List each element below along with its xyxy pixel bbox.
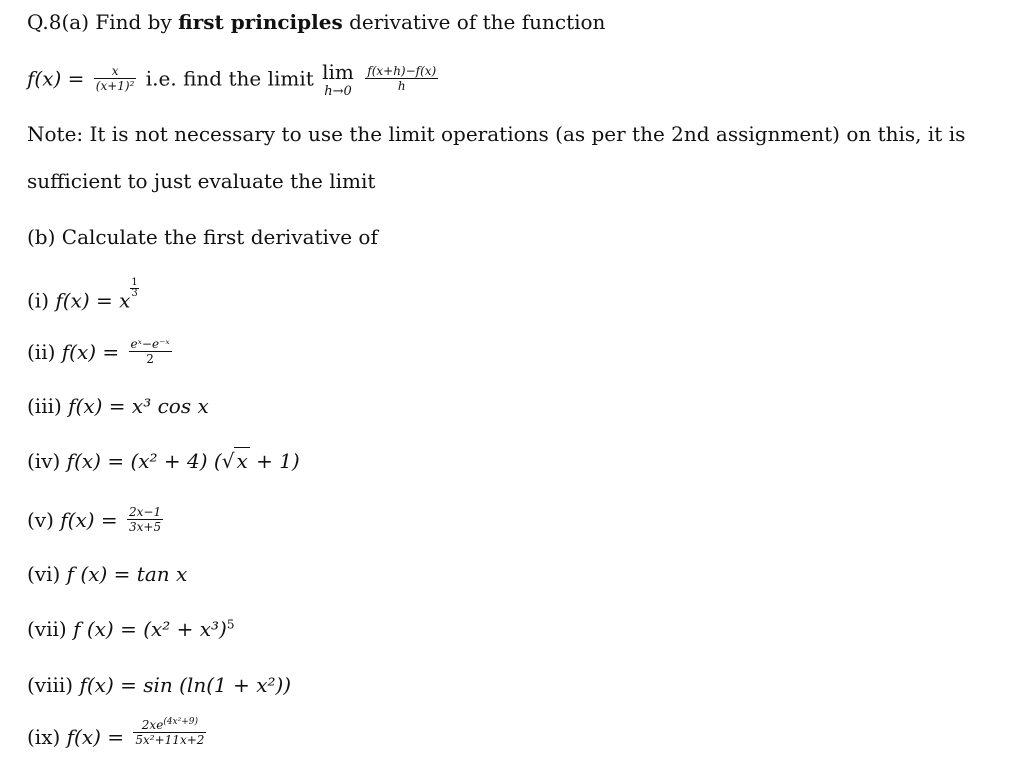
item-vi-rhs: tan x — [136, 562, 188, 586]
item-viii-label: (viii) — [27, 673, 74, 697]
item-vi-lhs: f (x) = — [66, 562, 131, 586]
limit-operator — [322, 62, 354, 98]
item-ii-numerator: eˣ−e⁻ˣ — [130, 337, 170, 351]
item-iv-left: (x² + 4) ( — [130, 449, 222, 473]
item-viii-rhs: sin (ln(1 + x²)) — [143, 673, 292, 697]
item-iii-lhs: f(x) = — [68, 394, 126, 418]
q8a-suffix: derivative of the function — [349, 10, 606, 34]
function-lhs: f(x) = — [27, 66, 85, 91]
item-ii-denominator: 2 — [146, 352, 154, 366]
item-iv-right: + 1) — [256, 449, 300, 473]
item-ii-label: (ii) — [27, 340, 56, 364]
item-i-exponent-numerator: 1 — [131, 277, 138, 288]
function-fraction — [94, 65, 137, 92]
item-vi-label: (vi) — [27, 562, 61, 586]
item-i-base: x — [119, 288, 131, 313]
item-v-numerator: 2x−1 — [129, 505, 162, 519]
ie-text: i.e. find the limit — [145, 66, 314, 91]
item-i-exponent — [130, 278, 138, 299]
item-i — [27, 277, 139, 313]
item-v — [27, 505, 166, 535]
item-vi — [27, 564, 187, 584]
item-iv — [27, 451, 300, 471]
function-denominator: (x+1)² — [95, 78, 135, 93]
item-iv-label: (iv) — [27, 449, 61, 473]
limit-label: lim — [322, 60, 354, 84]
item-iv-sqrt-argument: x — [236, 449, 248, 473]
item-v-denominator: 3x+5 — [129, 520, 162, 534]
note-line-2: sufficient to just evaluate the limit — [27, 169, 376, 193]
item-ix-lhs: f(x) = — [66, 725, 125, 749]
difference-quotient — [365, 65, 438, 92]
item-iii-label: (iii) — [27, 394, 62, 418]
function-definition-line — [27, 62, 441, 98]
q8a-bold-text: first principles — [178, 10, 343, 34]
part-b-heading: (b) Calculate the first derivative of — [27, 225, 378, 249]
item-vii — [27, 619, 235, 639]
difference-quotient-denominator: h — [397, 78, 406, 93]
item-iii-rhs: x³ cos x — [131, 394, 209, 418]
q8a-prefix: Q.8(a) Find by — [27, 10, 172, 34]
item-viii-lhs: f(x) = — [79, 673, 137, 697]
item-ix-numerator — [133, 719, 206, 733]
item-viii — [27, 675, 291, 695]
item-v-lhs: f(x) = — [60, 508, 118, 532]
item-v-label: (v) — [27, 508, 54, 532]
limit-subscript: h→0 — [324, 84, 352, 99]
item-ii-fraction — [129, 338, 172, 365]
function-numerator: x — [94, 65, 137, 79]
item-vii-lhs: f (x) = — [73, 617, 137, 641]
item-ix-fraction — [133, 719, 206, 746]
question-8a-heading — [27, 12, 605, 32]
item-iii — [27, 396, 209, 416]
item-iv-lhs: f(x) = — [66, 449, 125, 473]
item-ix-label: (ix) — [27, 725, 61, 749]
item-vii-label: (vii) — [27, 617, 67, 641]
item-ix-numerator-exponent: (4x²+9) — [163, 717, 199, 727]
difference-quotient-numerator: f(x+h)−f(x) — [367, 63, 437, 78]
sqrt-symbol: √ — [221, 449, 235, 473]
item-ix-denominator: 5x²+11x+2 — [135, 733, 205, 747]
item-ix-numerator-base: 2xe — [141, 718, 164, 732]
item-ii — [27, 337, 175, 367]
item-i-lhs: f(x) = — [55, 288, 113, 313]
item-v-fraction — [127, 506, 163, 533]
item-vii-exponent: 5 — [226, 617, 235, 632]
item-vii-base: (x² + x³) — [143, 617, 227, 641]
item-i-label: (i) — [27, 288, 50, 313]
note-line-1: Note: It is not necessary to use the limit operations (as per the 2nd assignment) on this, it is — [27, 122, 966, 146]
item-ix — [27, 717, 209, 752]
item-i-exponent-denominator: 3 — [131, 288, 138, 299]
item-ii-lhs: f(x) = — [61, 340, 120, 364]
item-iv-sqrt — [222, 451, 250, 471]
